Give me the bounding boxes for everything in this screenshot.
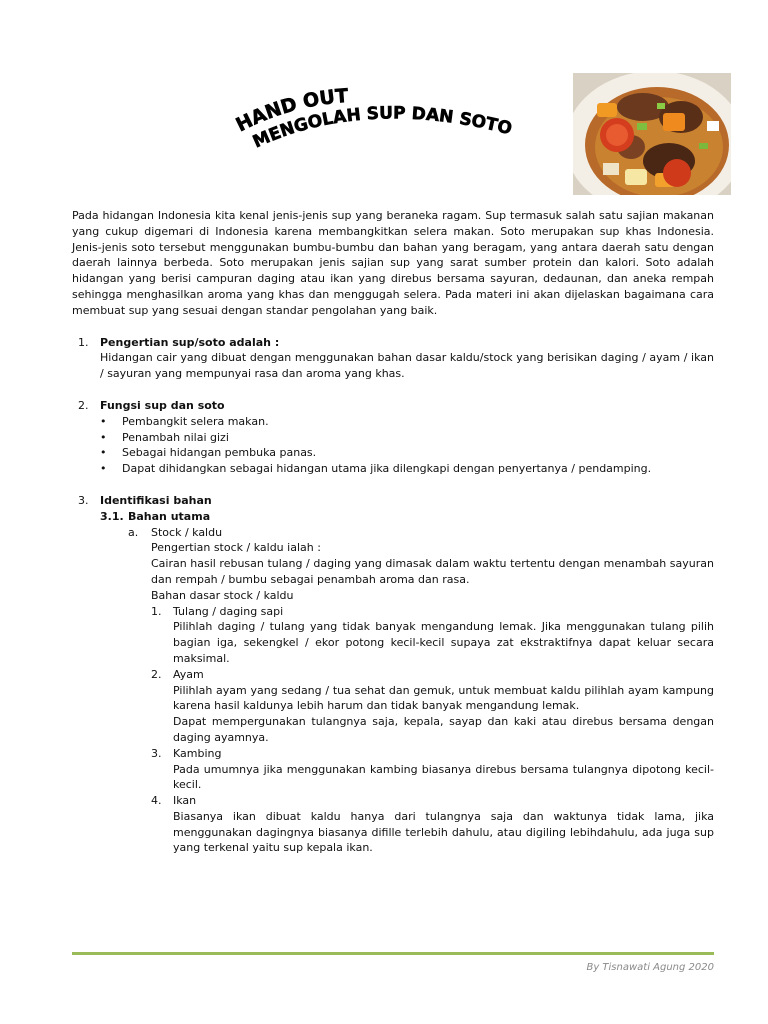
- type-number: 3.: [151, 746, 162, 760]
- title-line-1: HAND OUT: [232, 85, 349, 137]
- list-item: [100, 430, 714, 446]
- title-wordart: [228, 80, 558, 160]
- type-title: Tulang / daging sapi: [173, 604, 284, 618]
- title-line-2: MENGOLAH SUP DAN SOTO: [249, 103, 514, 153]
- item-a-stock: [72, 525, 714, 857]
- type-description: Pilihlah ayam yang sedang / tua sehat dan gemuk, untuk membuat kaldu pilihlah ayam kampung karena hasil kaldunya lebih harum dan tidak banyak mengandung lemak.: [173, 683, 714, 713]
- function-list: [72, 414, 714, 477]
- list-item: [100, 461, 714, 477]
- item-a-letter: a.: [128, 525, 139, 539]
- type-title: Ayam: [173, 667, 204, 681]
- function-item-text: Dapat dihidangkan sebagai hidangan utama jika dilengkapi dengan penyertanya / pendamping.: [122, 462, 652, 476]
- subsection-3-1-number: 3.1.: [100, 509, 124, 523]
- type-title: Ikan: [173, 794, 197, 808]
- bullet-icon: •: [100, 430, 107, 444]
- section-1-title: Pengertian sup/soto adalah :: [100, 335, 280, 349]
- subsection-3-1-title: Bahan utama: [128, 509, 211, 523]
- stock-definition-body: Cairan hasil rebusan tulang / daging yang dimasak dalam waktu tertentu dengan menambah sayuran dan rempah / bumbu sebagai penambah aroma dan rasa.: [151, 557, 714, 586]
- bullet-icon: •: [100, 414, 107, 428]
- section-3-number: 3.: [78, 493, 89, 507]
- bullet-icon: •: [100, 446, 107, 460]
- soup-photo: [573, 73, 731, 195]
- type-number: 2.: [151, 667, 162, 681]
- bullet-icon: •: [100, 462, 107, 476]
- type-number: 4.: [151, 794, 162, 808]
- type-description: Pilihlah daging / tulang yang tidak banyak mengandung lemak. Jika menggunakan tulang pilih bagian iga, sekengkel / ekor potong kecil-kecil supaya zat ekstraktifnya dapat keluar secara maksimal.: [173, 620, 714, 665]
- list-item: [100, 414, 714, 430]
- list-item: [100, 445, 714, 461]
- intro-paragraph: Pada hidangan Indonesia kita kenal jenis-jenis sup yang beraneka ragam. Sup termasuk salah satu sajian makanan yang cukup digemari di Indonesia karena membangkitkan selera makan. Soto merupakan sup khas Indonesia. Jenis-jenis soto tersebut menggunakan bumbu-bumbu dan bahan yang beragam, yang antara daerah satu dengan daerah lainnya berbeda. Soto merupakan jenis sajian sup yang sarat sumber protein dan kalori. Soto adalah hidangan yang berisi campuran daging atau ikan yang direbus bersama sayuran, dedaunan, dan aneka rempah sehingga menghasilkan aroma yang khas dan menggugah selera. Pada materi ini akan dijelaskan bagaimana cara membuat sup yang sesuai dengan standar pengolahan yang baik.: [72, 209, 714, 317]
- section-1-body: Hidangan cair yang dibuat dengan menggunakan bahan dasar kaldu/stock yang berisikan daging / ayam / ikan / sayuran yang mempunyai rasa dan aroma yang khas.: [100, 351, 714, 381]
- type-description-extra: Dapat mempergunakan tulangnya saja, kepala, sayap dan kaki atau direbus bersama dengan daging ayamnya.: [173, 715, 714, 744]
- footer-credit: By Tisnawati Agung 2020: [586, 962, 714, 973]
- subsection-3-1: [72, 509, 714, 525]
- section-2-title: Fungsi sup dan soto: [100, 398, 225, 412]
- type-description: Pada umumnya jika menggunakan kambing biasanya direbus bersama tulangnya dipotong kecil-kecil.: [173, 762, 714, 792]
- section-1: [72, 335, 714, 382]
- item-a-title: Stock / kaldu: [151, 525, 223, 539]
- section-1-number: 1.: [78, 335, 89, 349]
- list-item: [151, 746, 714, 793]
- function-item-text: Penambah nilai gizi: [122, 430, 229, 444]
- section-2-number: 2.: [78, 398, 89, 412]
- function-item-text: Sebagai hidangan pembuka panas.: [122, 446, 317, 460]
- section-3: [72, 493, 714, 856]
- section-3-title: Identifikasi bahan: [100, 493, 212, 507]
- handout-title: [228, 80, 558, 160]
- type-description: Biasanya ikan dibuat kaldu hanya dari tulangnya saja dan waktunya tidak lama, jika menggunakan dagingnya biasanya difille terlebih dahulu, atau digiling lebihdahulu, ada juga sup yang terkenal yaitu sup kepala ikan.: [173, 809, 714, 855]
- section-2: [72, 398, 714, 477]
- function-item-text: Pembangkit selera makan.: [122, 414, 269, 428]
- stock-base-label: Bahan dasar stock / kaldu: [151, 588, 294, 602]
- list-item: [151, 667, 714, 746]
- type-title: Kambing: [173, 746, 222, 760]
- list-item: [151, 793, 714, 856]
- list-item: [151, 604, 714, 667]
- footer-divider: [72, 952, 714, 955]
- stock-definition-label: Pengertian stock / kaldu ialah :: [151, 541, 321, 555]
- type-number: 1.: [151, 604, 162, 618]
- stock-base-list: [128, 604, 714, 857]
- soup-bowl-image: [573, 73, 731, 195]
- handout-body: [72, 208, 714, 856]
